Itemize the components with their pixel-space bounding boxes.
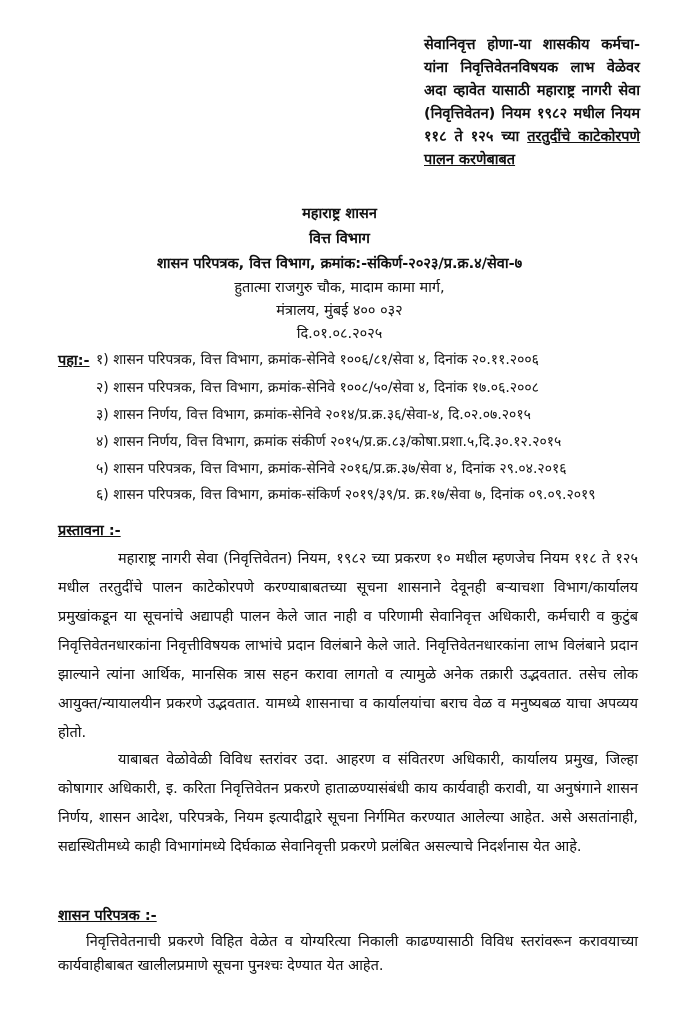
reference-item: ५) शासन परिपत्रक, वित्त विभाग, क्रमांक-सेनिवे २०१६/प्र.क्र.३७/सेवा ४, दिनांक २९.०४.२०१६ <box>96 461 567 477</box>
circular-paragraph-1: निवृत्तिवेतनाची प्रकरणे विहित वेळेत व योग्यरित्या निकाली काढण्यासाठी विविध स्तरांवरून करावयाच्या कार्यवाहीबाबत खालीलप्रमाणे सूचना पुनश्चः देण्यात येत आहेत. <box>58 934 638 974</box>
reference-item: १) शासन परिपत्रक, वित्त विभाग, क्रमांक-सेनिवे १००६/८१/सेवा ४, दिनांक २०.११.२००६ <box>96 352 539 368</box>
subject-underlined-text: तरतुदींचे काटेकोरपणे पालन करणेबाबत <box>424 129 640 168</box>
circular-number: शासन परिपत्रक, वित्त विभाग, क्रमांक:-संकिर्ण-२०२३/प्र.क्र.४/सेवा-७ <box>156 256 523 272</box>
preamble-paragraph-1: महाराष्ट्र नागरी सेवा (निवृत्तिवेतन) नियम, १९८२ च्या प्रकरण १० मधील म्हणजेच नियम ११८ ते १२५ मधील तरतुदींचे पालन काटेकोरपणे करण्याबाबतच्या सूचना शासनाने देवूनही बऱ्याचशा विभाग/कार्यालय प्रमुखांकडून या सूचनांचे अद्यापही पालन केले जात नाही व परिणामी सेवानिवृत्त अधिकारी, कर्मचारी व कुटुंब निवृत्तिवेतनधारकांना निवृत्तीविषयक लाभांचे प्रदान विलंबाने केले जाते. निवृत्तिवेतनधारकांना लाभ विलंबाने प्रदान झाल्याने त्यांना आर्थिक, मानसिक त्रास सहन करावा लागतो व त्यामुळे अनेक तक्रारी उद्भवतात. तसेच लोक आयुक्त/न्यायालयीन प्रकरणे उद्भवतात. यामध्ये शासनाचा व कार्यालयांचा बराच वेळ व मनुष्यबळ याचा अपव्यय होतो. <box>58 551 638 741</box>
address-line-1: हुतात्मा राजगुरु चौक, मादाम कामा मार्ग, <box>234 280 445 296</box>
address-line-2: मंत्रालय, मुंबई ४०० ०३२ <box>276 303 403 319</box>
reference-item: ६) शासन परिपत्रक, वित्त विभाग, क्रमांक-संकिर्ण २०१९/३९/प्र. क्र.१७/सेवा ७, दिनांक ०९.०९.२०१९ <box>96 487 596 503</box>
preamble-heading: प्रस्तावना :- <box>58 523 121 539</box>
reference-item: ३) शासन निर्णय, वित्त विभाग, क्रमांक-सेनिवे २०१४/प्र.क्र.३६/सेवा-४, दि.०२.०७.२०१५ <box>96 407 531 423</box>
circular-section-heading: शासन परिपत्रक :- <box>58 908 157 924</box>
preamble-paragraph-2: याबाबत वेळोवेळी विविध स्तरांवर उदा. आहरण व संवितरण अधिकारी, कार्यालय प्रमुख, जिल्हा कोषागार अधिकारी, इ. करिता निवृत्तिवेतन प्रकरणे हाताळण्यासंबंधी काय कार्यवाही करावी, या अनुषंगाने शासन निर्णय, शासन आदेश, परिपत्रके, नियम इत्यादीद्वारे सूचना निर्गमित करण्यात आलेल्या आहेत. असे असतांनाही, सद्यस्थितीमध्ये काही विभागांमध्ये दिर्घकाळ सेवानिवृत्ती प्रकरणे प्रलंबित असल्याचे निदर्शनास येत आहे. <box>58 752 638 855</box>
department-name: वित्त विभाग <box>309 231 370 247</box>
reference-item: ४) शासन निर्णय, वित्त विभाग, क्रमांक संकीर्ण २०१५/प्र.क्र.८३/कोषा.प्रशा.५,दि.३०.१२.२०१५ <box>96 434 562 450</box>
subject-text: सेवानिवृत्त होणा-या शासकीय कर्मचा-यांना निवृत्तिवेतनविषयक लाभ वेळेवर अदा व्हावेत यासाठी महाराष्ट्र नागरी सेवा (निवृत्तिवेतन) नियम १९८२ मधील नियम ११८ ते १२५ च्या <box>424 37 640 145</box>
reference-item: २) शासन परिपत्रक, वित्त विभाग, क्रमांक-सेनिवे १००८/५०/सेवा ४, दिनांक १७.०६.२००८ <box>96 380 539 396</box>
circular-date: दि.०१.०८.२०२५ <box>296 326 383 342</box>
references-label: पहा:- <box>58 353 90 369</box>
government-name: महाराष्ट्र शासन <box>302 206 377 222</box>
subject-block <box>424 34 640 172</box>
